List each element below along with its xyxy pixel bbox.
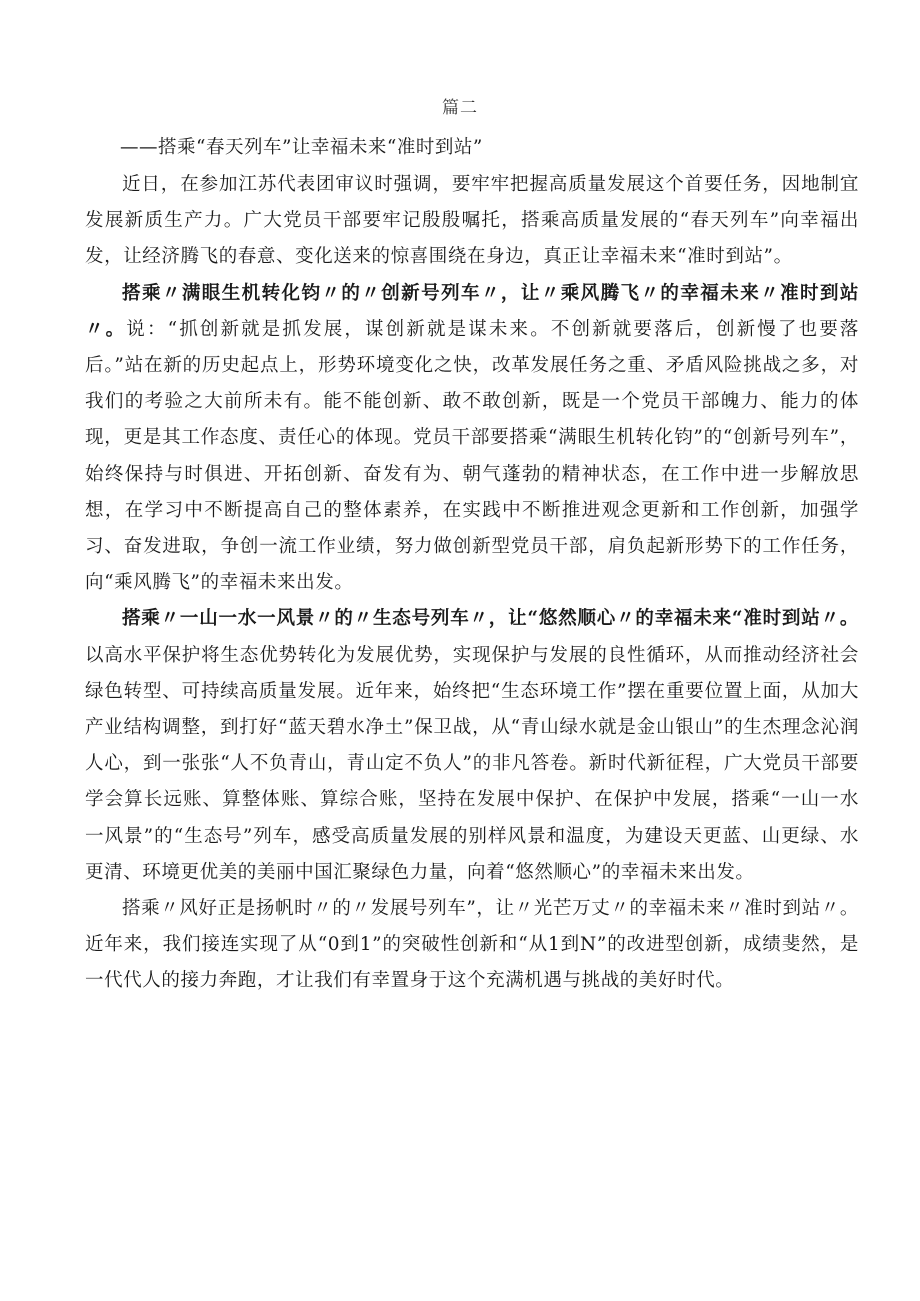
paragraph-text: 近日，在参加江苏代表团审议时强调，要牢牢把握高质量发展这个首要任务，因地制宜发展新质生产力。广大党员干部要牢记殷殷嘱托，搭乘高质量发展的“春天列车”向幸福出发，让经济腾飞的春意、变化送来的惊喜围绕在身边，真正让幸福未来“准时到站”。 [85, 174, 859, 268]
section-heading: 篇二 [442, 98, 478, 118]
paragraph-lead: 搭乘〃满眼生机转化钧〃的〃创新号列车〃，让〃乘风腾飞〃的幸福未来〃准时到站〃。 [85, 282, 859, 340]
article-subtitle: ——搭乘“春天列车”让幸福未来“准时到站” [120, 137, 483, 158]
paragraph-text: 以高水平保护将生态优势转化为发展优势，实现保护与发展的良性循环，从而推动经济社会绿色转型、可持续高质量发展。近年来，始终把“生态环境工作”摆在重要位置上面，从加大产业结构调整，到打好“蓝天碧水净土”保卫战，从“青山绿水就是金山银山”的生杰理念沁润人心，到一张张“人不负青山，青山定不负人”的非凡答卷。新时代新征程，广大党员干部要学会算长远账、算整体账、算综合账，坚持在发展中保护、在保护中发展，搭乘“一山一水一风景”的“生态号”列车，感受高质量发展的别样风景和温度，为建设天更蓝、山更绿、水更清、环境更优美的美丽中国汇聚绿色力量，向着“悠然顺心”的幸福未来出发。 [85, 644, 859, 883]
paragraph-ecology [85, 601, 859, 891]
paragraph-text: 说：“抓创新就是抓发展，谋创新就是谋未来。不创新就要落后，创新慢了也要落后。”站在新的历史起点上，形势环境变化之快，改革发展任务之重、矛盾风险挑战之多，对我们的考验之大前所未有。能不能创新、敢不敢创新，既是一个党员干部魄力、能力的体现，更是其工作态度、责任心的体现。党员干部要搭乘“满眼生机转化钧”的“创新号列车”，始终保持与时俱进、开拓创新、奋发有为、朝气蓬勃的精神状态，在工作中进一步解放思想，在学习中不断提高自己的整体素养，在实践中不断推进观念更新和工作创新，加强学习、奋发进取，争创一流工作业绩，努力做创新型党员干部，肩负起新形势下的工作任务，向“乘风腾飞”的幸福未来出发。 [85, 318, 859, 594]
paragraph-intro [85, 167, 859, 276]
paragraph-text: 搭乘〃风好正是扬帆时〃的〃发展号列车”，让〃光芒万丈〃的幸福未来〃准时到站〃。近年来，我们接连实现了从“0到1”的突破性创新和“从1到N”的改进型创新，成绩斐然，是一代代人的接力奔跑，才让我们有幸置身于这个充满机遇与挑战的美好时代。 [85, 898, 859, 992]
article-body [85, 167, 859, 1000]
paragraph-innovation [85, 276, 859, 602]
paragraph-lead: 搭乘〃一山一水一风景〃的〃生态号列车〃，让“悠然顺心〃的幸福未来“准时到站〃。 [122, 608, 859, 630]
paragraph-development [85, 891, 859, 1000]
